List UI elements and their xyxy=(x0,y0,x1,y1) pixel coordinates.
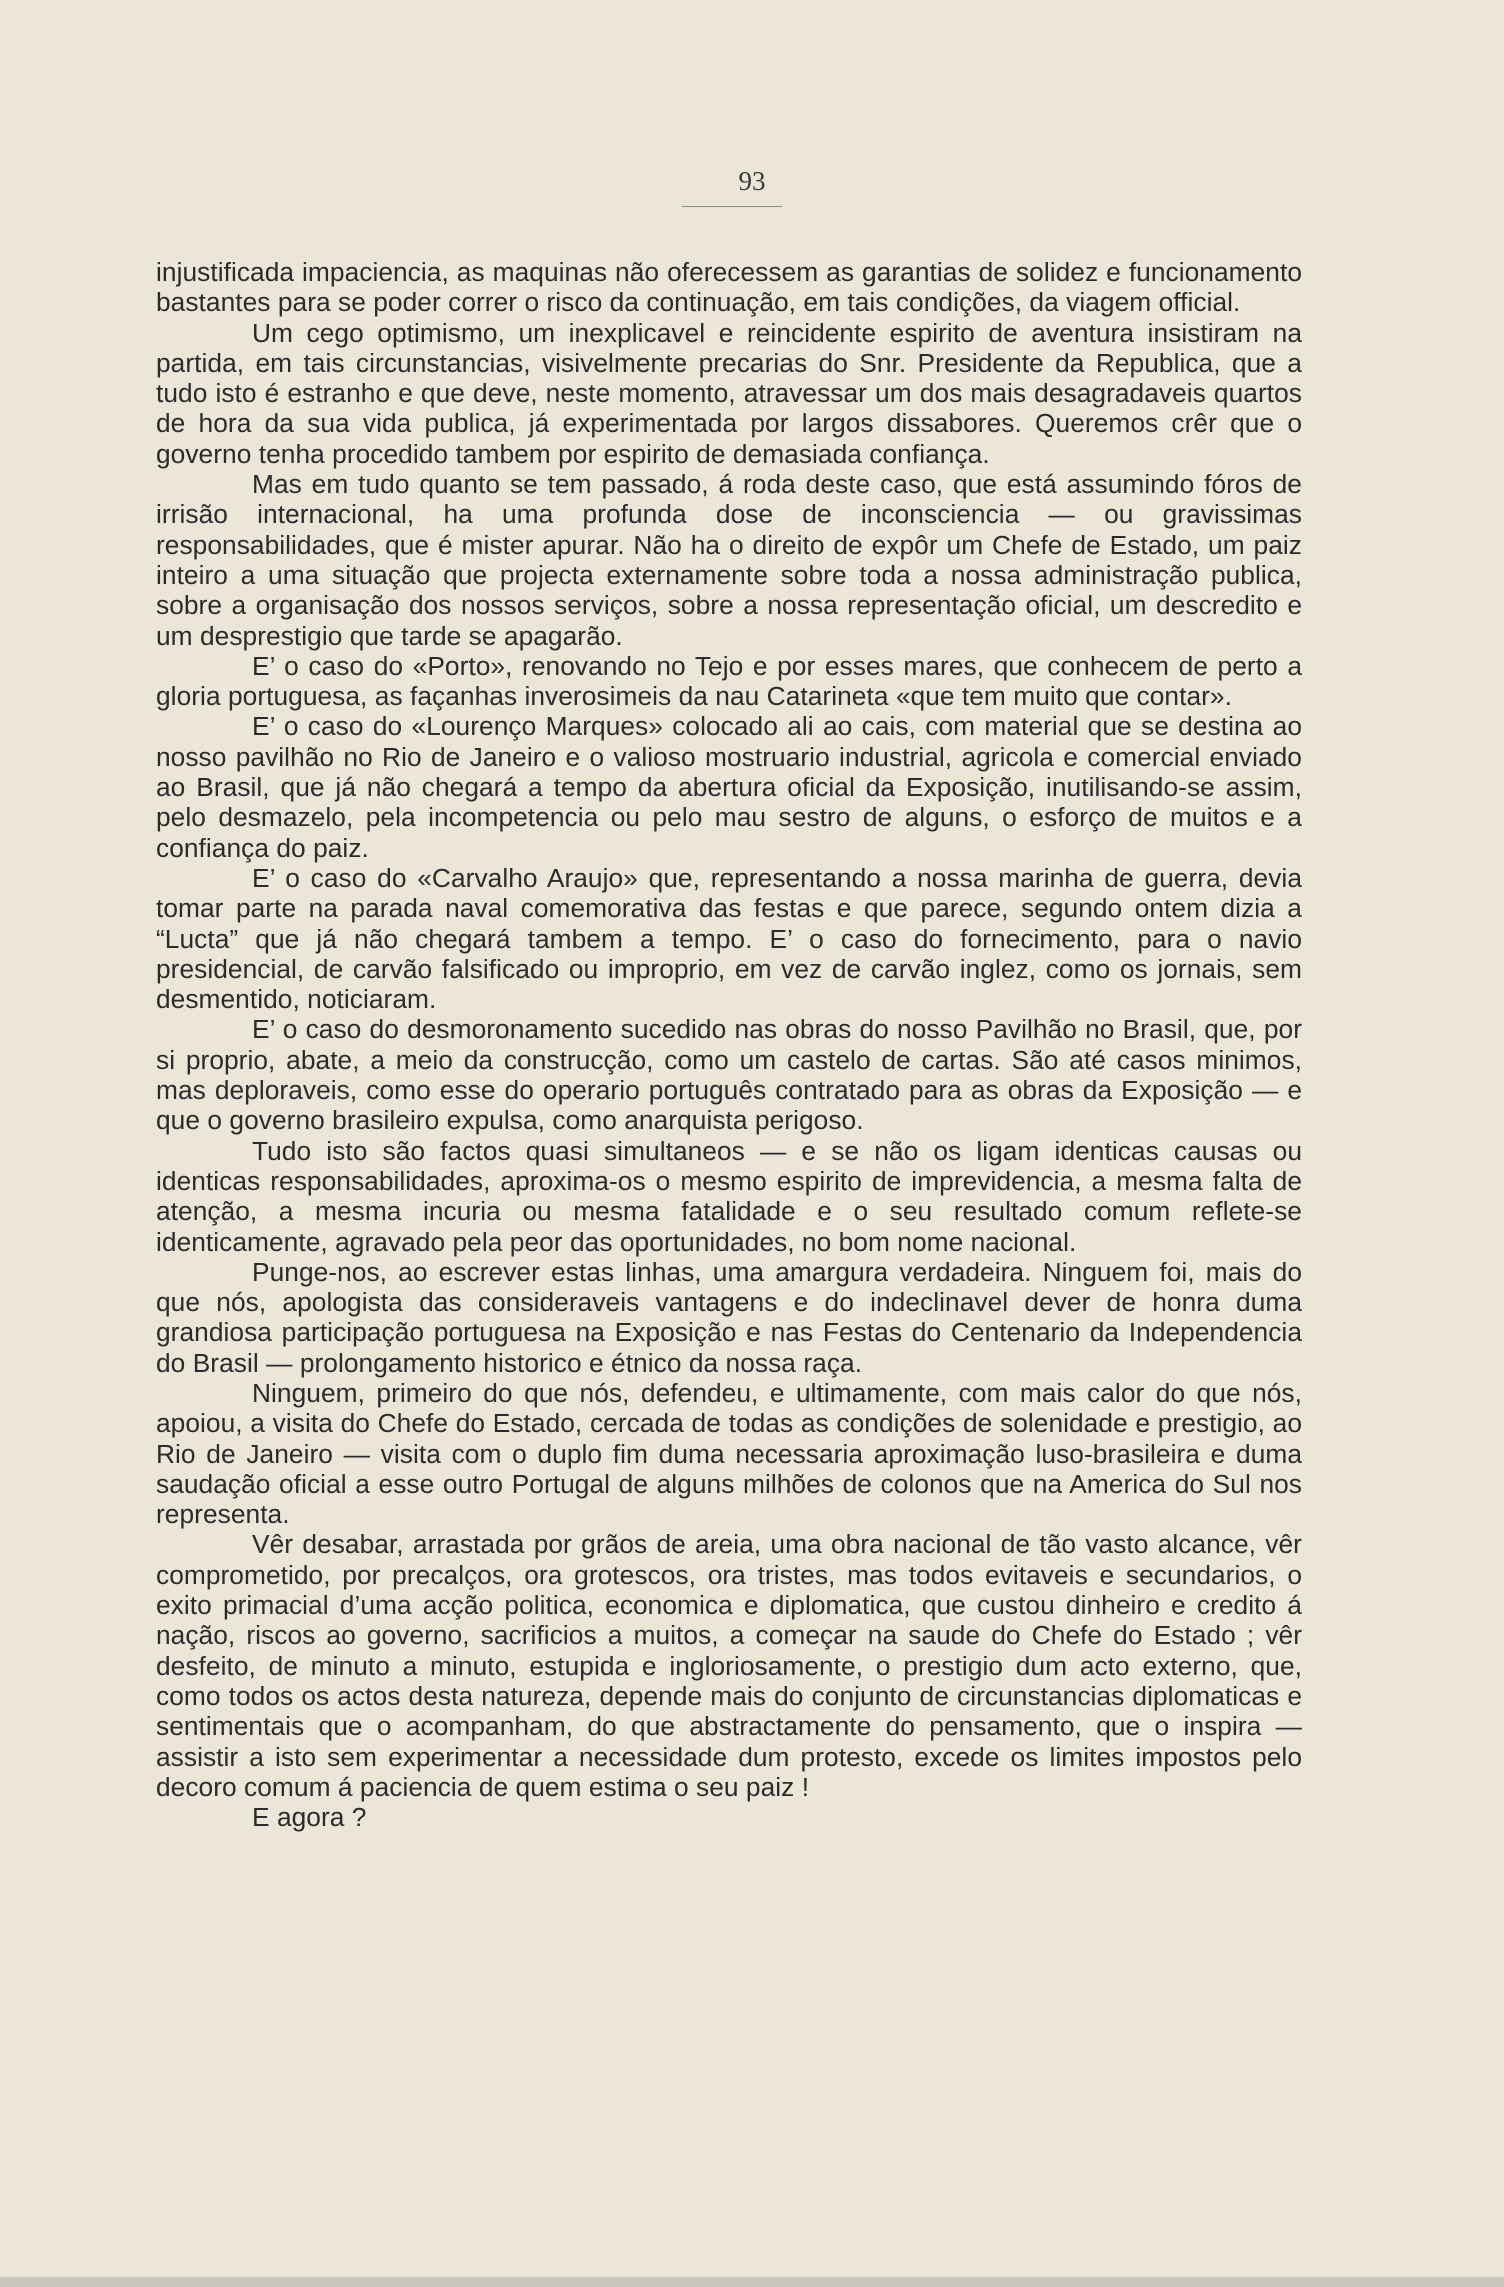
article-body xyxy=(156,257,1302,1832)
paragraph-1: injustificada impaciencia, as maquinas não oferecessem as garantias de solidez e funcionamento bastantes para se poder correr o risco da continuação, em tais condições, da viagem official. xyxy=(156,257,1302,318)
paragraph-3: Mas em tudo quanto se tem passado, á roda deste caso, que está assumindo fóros de irrisão internacional, ha uma profunda dose de inconsciencia — ou gravissimas responsabilidades, que é mister apurar. Não ha o direito de expôr um Chefe de Estado, um paiz inteiro a uma situação que projecta externamente sobre toda a nossa administração publica, sobre a organisação dos nossos serviços, sobre a nossa representação oficial, um descredito e um desprestigio que tarde se apagarão. xyxy=(156,469,1302,651)
paragraph-12: E agora ? xyxy=(252,1802,367,1833)
paragraph-6: E’ o caso do «Carvalho Araujo» que, representando a nossa marinha de guerra, devia tomar parte na parada naval comemorativa das festas e que parece, segundo ontem dizia a “Lucta” que já não chegará tambem a tempo. E’ o caso do fornecimento, para o navio presidencial, de carvão falsificado ou improprio, em vez de carvão inglez, como os jornais, sem desmentido, noticiaram. xyxy=(156,862,1302,1015)
scan-edge xyxy=(0,2277,1504,2287)
page-number: 93 xyxy=(738,166,766,196)
paragraph-8: Tudo isto são factos quasi simultaneos — e se não os ligam identicas causas ou identicas responsabilidades, aproxima-os o mesmo espirito de imprevidencia, a mesma falta de atenção, a mesma incuria ou mesma fatalidade e o seu resultado comum reflete-se identicamente, agravado pela peor das oportunidades, no bom nome nacional. xyxy=(156,1135,1302,1257)
paragraph-11: Vêr desabar, arrastada por grãos de areia, uma obra nacional de tão vasto alcance, vêr comprometido, por precalços, ora grotescos, ora tristes, mas todos evitaveis e secundarios, o exito primacial d’uma acção politica, economica e diplomatica, que custou dinheiro e credito á nação, riscos ao governo, sacrificios a muitos, a começar na saude do Chefe do Estado ; vêr desfeito, de minuto a minuto, estupida e ingloriosamente, o prestigio dum acto externo, que, como todos os actos desta natureza, depende mais do conjunto de circunstancias diplomaticas e sentimentais que o acompanham, do que abstractamente do pensamento, que o inspira — assistir a isto sem experimentar a necessidade dum protesto, excede os limites impostos pelo decoro comum á paciencia de quem estima o seu paiz ! xyxy=(156,1529,1302,1802)
paragraph-2: Um cego optimismo, um inexplicavel e reincidente espirito de aventura insistiram na partida, em tais circunstancias, visivelmente precarias do Snr. Presidente da Republica, que a tudo isto é estranho e que deve, neste momento, atravessar um dos mais desagradaveis quartos de hora da sua vida publica, já experimentada por largos dissabores. Queremos crêr que o governo tenha procedido tambem por espirito de demasiada confiança. xyxy=(156,317,1302,469)
header-rule xyxy=(682,206,782,207)
paragraph-4: E’ o caso do «Porto», renovando no Tejo e por esses mares, que conhecem de perto a gloria portuguesa, as façanhas inverosimeis da nau Catarineta «que tem muito que contar». xyxy=(156,650,1302,712)
paragraph-9: Punge-nos, ao escrever estas linhas, uma amargura verdadeira. Ninguem foi, mais do que nós, apologista das consideraveis vantagens e do indeclinavel dever de honra duma grandiosa participação portuguesa na Exposição e nas Festas do Centenario da Independencia do Brasil — prolongamento historico e étnico da nossa raça. xyxy=(156,1256,1302,1378)
paragraph-10: Ninguem, primeiro do que nós, defendeu, e ultimamente, com mais calor do que nós, apoiou, a visita do Chefe do Estado, cercada de todas as condições de solenidade e prestigio, ao Rio de Janeiro — visita com o duplo fim duma necessaria aproximação luso-brasileira e duma saudação oficial a esse outro Portugal de alguns milhões de colonos que na America do Sul nos representa. xyxy=(156,1377,1302,1530)
paragraph-7: E’ o caso do desmoronamento sucedido nas obras do nosso Pavilhão no Brasil, que, por si proprio, abate, a meio da construcção, como um castelo de cartas. São até casos minimos, mas deploraveis, como esse do operario português contratado para as obras da Exposição — e que o governo brasileiro expulsa, como anarquista perigoso. xyxy=(156,1014,1302,1136)
paragraph-5: E’ o caso do «Lourenço Marques» colocado ali ao cais, com material que se destina ao nosso pavilhão no Rio de Janeiro e o valioso mostruario industrial, agricola e comercial enviado ao Brasil, que já não chegará a tempo da abertura oficial da Exposição, inutilisando-se assim, pelo desmazelo, pela incompetencia ou pelo mau sestro de alguns, o esforço de muitos e a confiança do paiz. xyxy=(156,711,1302,863)
